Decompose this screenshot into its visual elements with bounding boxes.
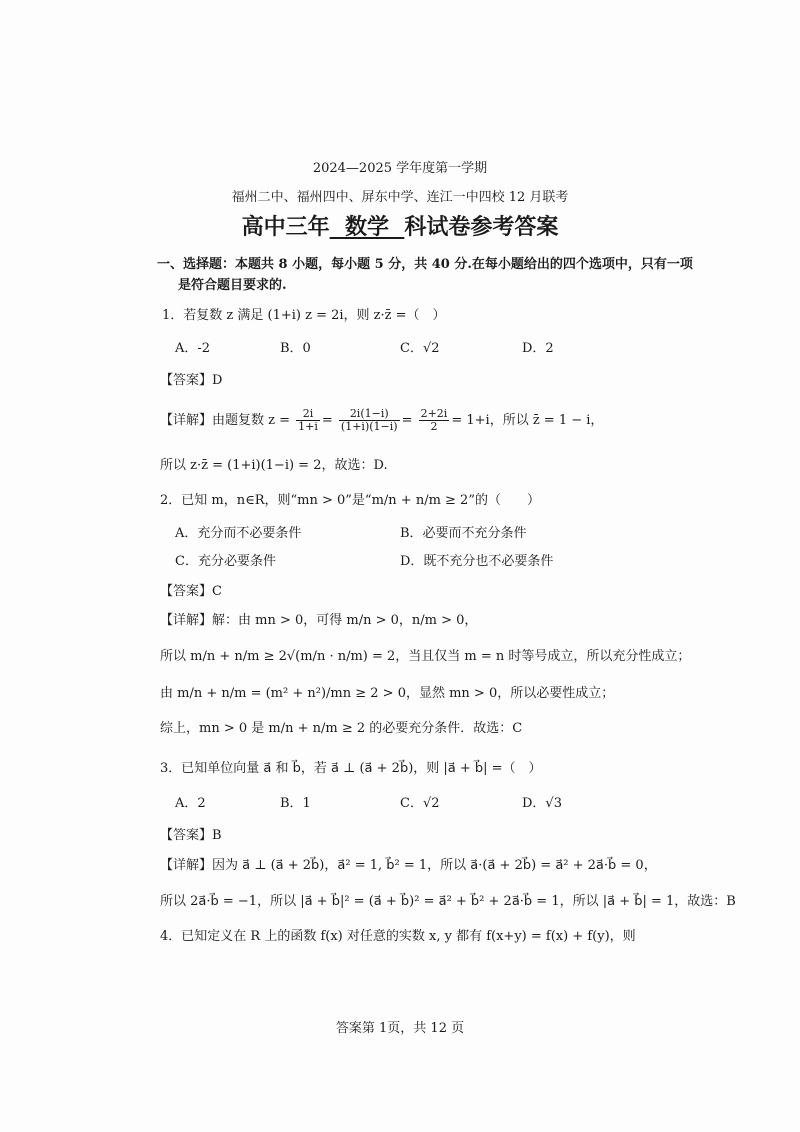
title-prefix: 高中三年 (241, 215, 330, 240)
section-heading-line1: 一、选择题：本题共 8 小题，每小题 5 分，共 40 分.在每小题给出的四个选项中，只有一项 (157, 257, 693, 272)
page-footer: 答案第 1页，共 12 页 (335, 1021, 465, 1036)
q3-option-d: D．√3 (522, 796, 562, 811)
q4-stem: 4．已知定义在 R 上的函数 f(x) 对任意的实数 x, y 都有 f(x+y) = f(x) + f(y)，则 (160, 929, 636, 944)
q1-option-d: D．2 (522, 341, 554, 356)
q1-answer: 【答案】D (160, 373, 223, 388)
q2-answer: 【答案】C (160, 584, 222, 599)
q3-stem: 3．已知单位向量 a⃗ 和 b⃗，若 a⃗ ⊥ (a⃗ + 2b⃗)，则 |a⃗ + b⃗| =（ ） (160, 761, 542, 776)
section-heading-line2: 是符合题目要求的. (178, 278, 287, 293)
q1-fraction-2: $\frac{2i(1-i)}{(1+i)(1-i)}$ (340, 407, 398, 433)
q1-option-a: A．-2 (175, 341, 211, 356)
q1-option-c: C．√2 (400, 341, 440, 356)
q3-detail-line1: 【详解】因为 a⃗ ⊥ (a⃗ + 2b⃗)，a⃗² = 1, b⃗² = 1，所以 a⃗·(a⃗ + 2b⃗) = a⃗² + 2a⃗·b⃗ = 0， (160, 858, 657, 873)
q1-detail-line2: 所以 z·z̄ = (1+i)(1−i) = 2，故选：D. (160, 458, 388, 473)
q2-detail-line2: 所以 m/n + n/m ≥ 2√(m/n · n/m) = 2，当且仅当 m = n 时等号成立，所以充分性成立； (160, 649, 691, 664)
title-subject (330, 215, 405, 240)
q2-option-d: D．既不充分也不必要条件 (400, 554, 554, 569)
q2-detail-line3: 由 m/n + n/m = (m² + n²)/mn ≥ 2 > 0，显然 mn > 0，所以必要性成立； (160, 686, 615, 701)
page-title (0, 214, 800, 242)
q3-option-b: B．1 (280, 796, 311, 811)
q1-fraction-1: $\frac{2i}{1+i}$ (298, 407, 318, 433)
q1-detail-line1: 【详解】由题复数 z = $\frac{2i}{1+i}$ = $\frac{2i(1-i)}{(1+i)(1-i)}$ = $\frac{2+2i}{2}$ = 1+i，所以 z̄ = 1 − i， (160, 407, 604, 433)
q2-stem: 2．已知 m，n∈R，则“mn > 0”是“m/n + n/m ≥ 2”的（ ） (160, 493, 540, 508)
q1-stem: 1．若复数 z 满足 (1+i) z = 2i，则 z·z̄ =（ ） (162, 308, 446, 323)
q3-answer: 【答案】B (160, 828, 222, 843)
q1-option-b: B．0 (280, 341, 311, 356)
q2-option-b: B．必要而不充分条件 (400, 526, 527, 541)
q3-option-a: A．2 (175, 796, 206, 811)
q1-detail-label: 【详解】由题复数 z = (160, 413, 291, 428)
q2-option-c: C．充分必要条件 (175, 554, 276, 569)
title-suffix: 科试卷参考答案 (404, 215, 559, 240)
q3-detail-line2: 所以 2a⃗·b⃗ = −1，所以 |a⃗ + b⃗|² = (a⃗ + b⃗)² = a⃗² + b⃗² + 2a⃗·b⃗ = 1，所以 |a⃗ + b⃗| = 1，故选：B (160, 894, 736, 909)
q2-option-a: A．充分而不必要条件 (175, 526, 302, 541)
q3-option-c: C．√2 (400, 796, 440, 811)
q2-detail-line4: 综上，mn > 0 是 m/n + n/m ≥ 2 的必要充分条件．故选：C (160, 721, 523, 736)
year-line: 2024—2025 学年度第一学期 (312, 161, 488, 176)
q1-fraction-3: $\frac{2+2i}{2}$ (420, 407, 448, 433)
q2-detail-line1: 【详解】解：由 mn > 0，可得 m/n > 0，n/m > 0， (160, 613, 478, 628)
title-subject-text: 数学 (344, 215, 389, 240)
schools-line: 福州二中、福州四中、屏东中学、连江一中四校 12 月联考 (231, 190, 569, 205)
q1-detail-mid: ，所以 z̄ = 1 − i， (489, 413, 604, 428)
